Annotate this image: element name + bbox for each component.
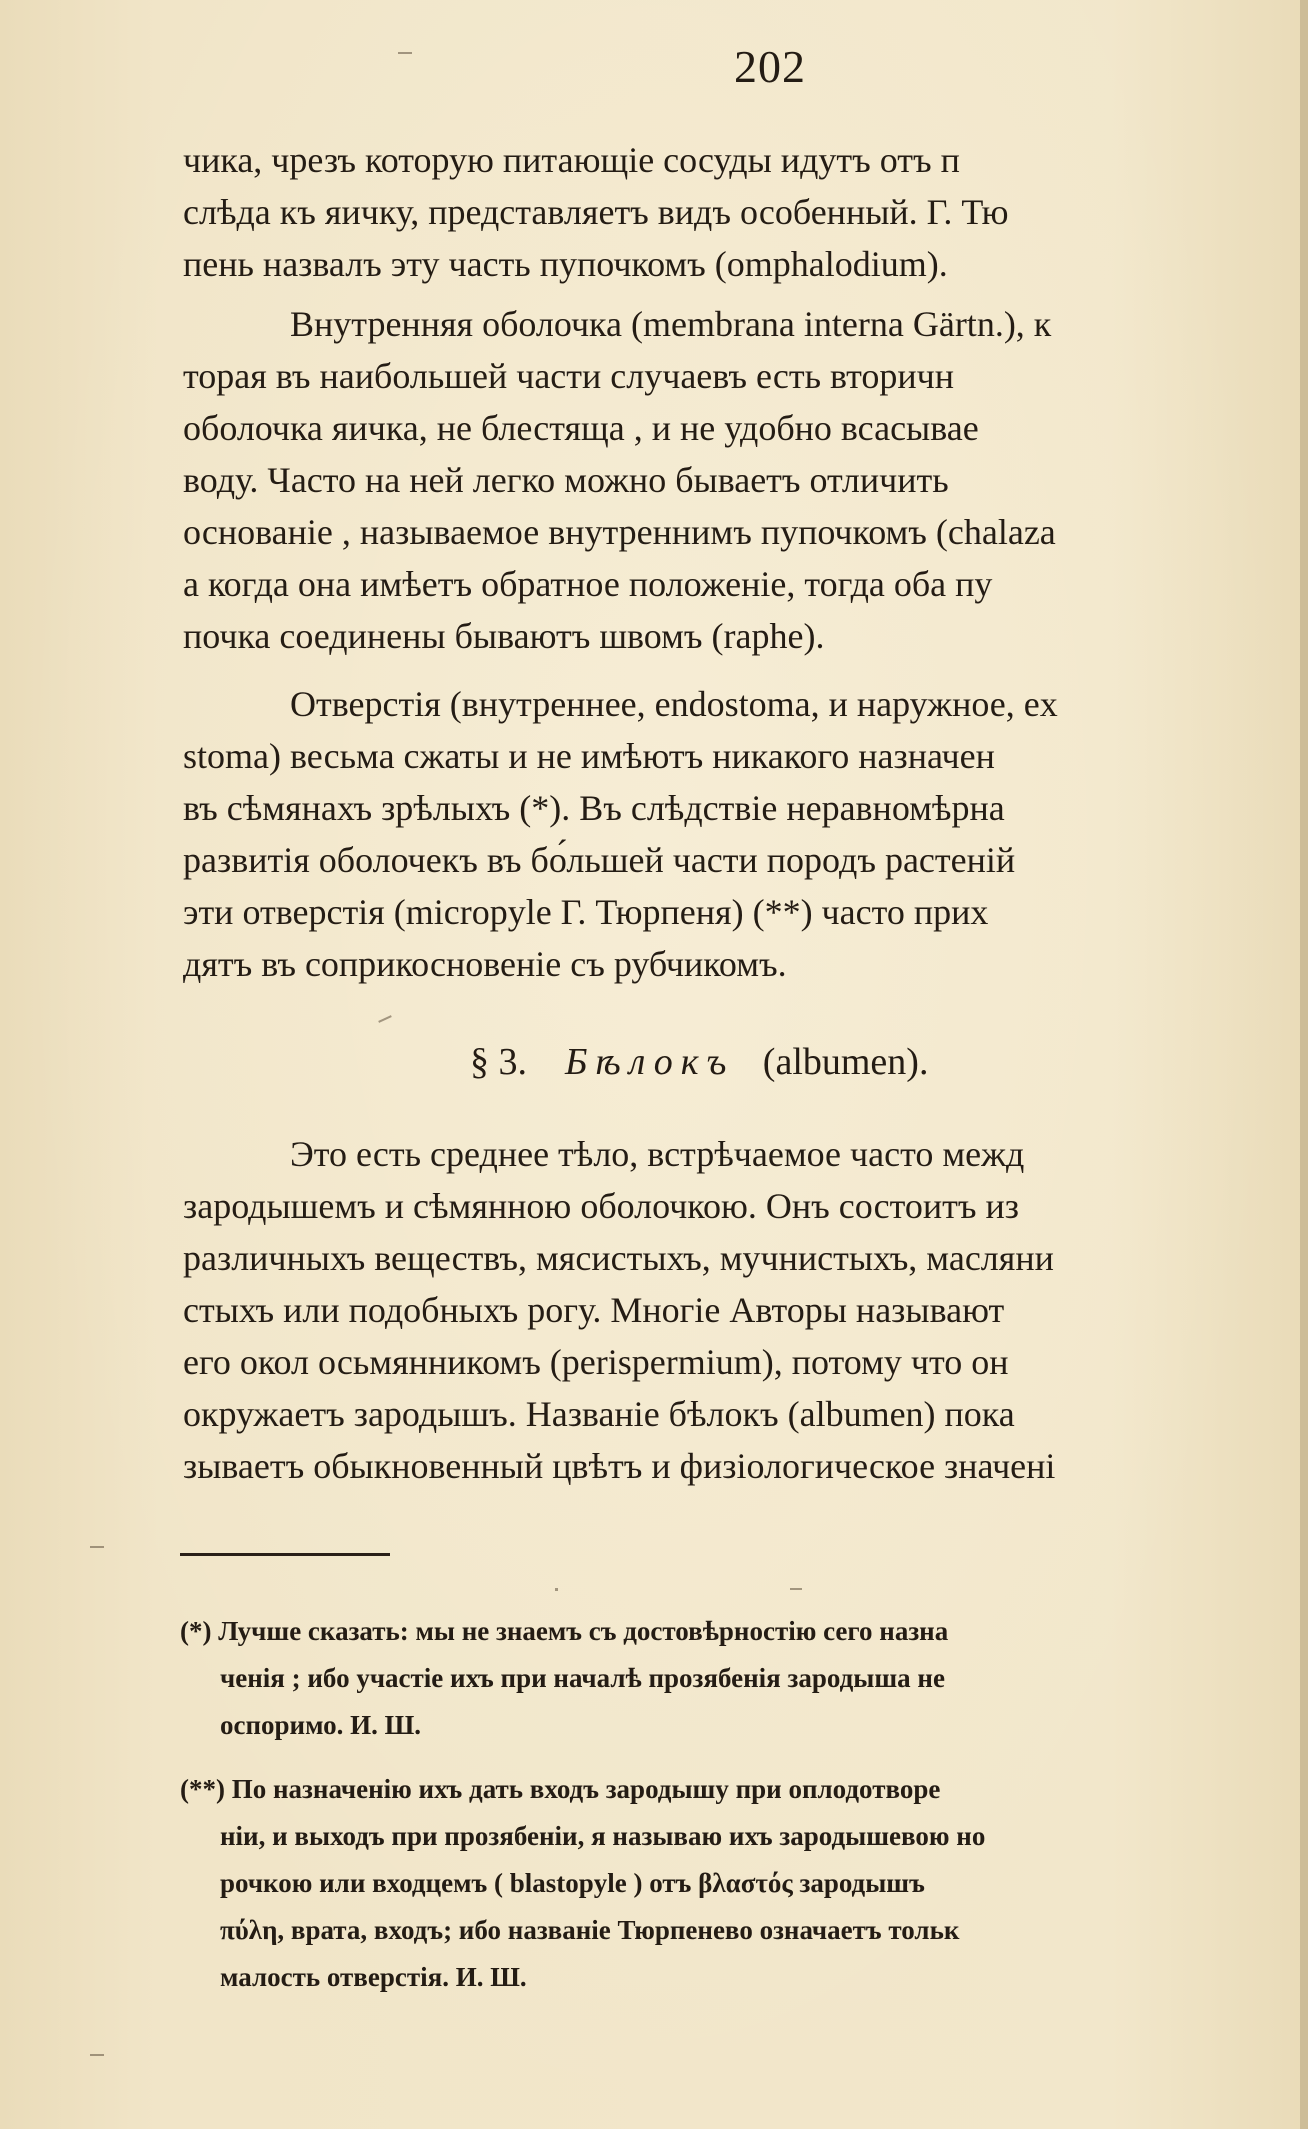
section-number: § 3. bbox=[470, 1041, 527, 1083]
footnote-line: (**) По назначенію ихъ дать входъ зародышу при оплодотворе bbox=[180, 1774, 941, 1804]
page-number: 202 bbox=[734, 41, 806, 92]
footnote-line: πύλη, врата, входъ; ибо названіе Тюрпенево означаетъ тольк bbox=[220, 1915, 960, 1945]
footnote-line: (*) Лучше сказать: мы не знаемъ съ достовѣрностію сего назна bbox=[180, 1616, 949, 1646]
print-speck bbox=[90, 2054, 104, 2056]
print-speck bbox=[790, 1588, 802, 1590]
footnote-separator bbox=[180, 1553, 390, 1556]
print-speck bbox=[378, 1015, 392, 1023]
section-heading bbox=[470, 1036, 1170, 1088]
text-line: Это есть среднее тѣло, встрѣчаемое часто межд bbox=[290, 1134, 1025, 1174]
text-line: его окол осьмянникомъ (perispermium), потому что он bbox=[183, 1342, 1009, 1382]
text-line: слѣда къ яичку, представляетъ видъ особенный. Г. Тю bbox=[183, 192, 1009, 232]
text-line: Отверстія (внутреннее, endostoma, и наружное, ex bbox=[290, 684, 1058, 724]
section-title: Бѣлокъ bbox=[565, 1041, 735, 1083]
footnote-line: ченія ; ибо участіе ихъ при началѣ прозябенія зародыша не bbox=[220, 1663, 945, 1693]
text-line: зародышемъ и сѣмянною оболочкою. Онъ состоитъ из bbox=[183, 1186, 1019, 1226]
text-line: окружаетъ зародышъ. Названіе бѣлокъ (albumen) пока bbox=[183, 1394, 1015, 1434]
print-speck bbox=[90, 1546, 104, 1548]
text-line: дятъ въ соприкосновеніе съ рубчикомъ. bbox=[183, 944, 787, 984]
text-line: развитія оболочекъ въ бо́льшей части породъ растеній bbox=[183, 840, 1016, 880]
text-line: зываетъ обыкновенный цвѣтъ и физіологическое значені bbox=[183, 1446, 1056, 1486]
text-line: различныхъ веществъ, мясистыхъ, мучнистыхъ, масляни bbox=[183, 1238, 1054, 1278]
text-line: воду. Часто на ней легко можно бываетъ отличить bbox=[183, 460, 949, 500]
text-line: эти отверстія (micropyle Г. Тюрпеня) (**) часто прих bbox=[183, 892, 989, 932]
footnote-line: малость отверстія. И. Ш. bbox=[220, 1962, 527, 1992]
footnote-line: ніи, и выходъ при прозябеніи, я называю ихъ зародышевою но bbox=[220, 1821, 986, 1851]
text-line: stoma) весьма сжаты и не имѣютъ никакого назначен bbox=[183, 736, 995, 776]
text-line: основаніе , называемое внутреннимъ пупочкомъ (chalaza bbox=[183, 512, 1056, 552]
text-line: чика, чрезъ которую питающіе сосуды идутъ отъ п bbox=[183, 140, 960, 180]
text-line: пень назвалъ эту часть пупочкомъ (omphalodium). bbox=[183, 244, 948, 284]
text-line: въ сѣмянахъ зрѣлыхъ (*). Въ слѣдствіе неравномѣрна bbox=[183, 788, 1005, 828]
text-line: торая въ наибольшей части случаевъ есть вторичн bbox=[183, 356, 954, 396]
text-line: почка соединены бываютъ швомъ (raphe). bbox=[183, 616, 825, 656]
print-speck bbox=[555, 1588, 558, 1591]
text-line: стыхъ или подобныхъ рогу. Многіе Авторы называют bbox=[183, 1290, 1005, 1330]
section-latin: (albumen). bbox=[762, 1041, 929, 1083]
text-line: а когда она имѣетъ обратное положеніе, тогда оба пу bbox=[183, 564, 993, 604]
text-line: оболочка яичка, не блестяща , и не удобно всасывае bbox=[183, 408, 979, 448]
text-line: Внутренняя оболочка (membrana interna Gärtn.), к bbox=[290, 304, 1052, 344]
footnote-line: рочкою или входцемъ ( blastopyle ) отъ βλαστός зародышъ bbox=[220, 1868, 925, 1898]
footnote-line: оспоримо. И. Ш. bbox=[220, 1710, 422, 1740]
print-speck bbox=[398, 52, 412, 54]
